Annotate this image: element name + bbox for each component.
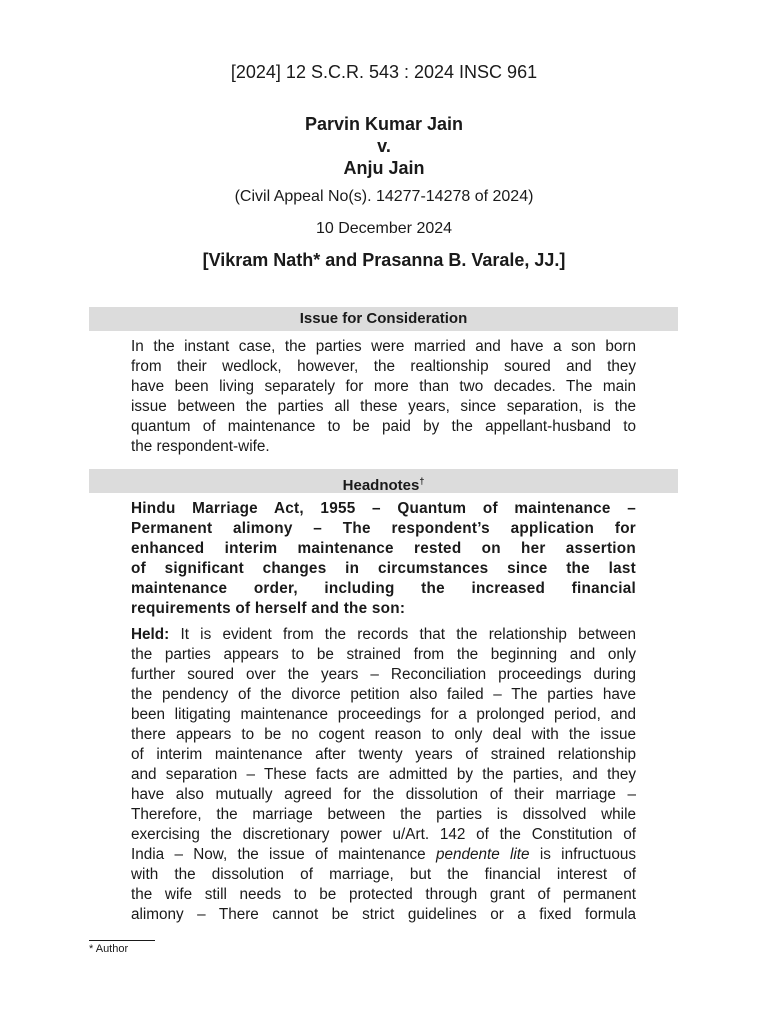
headnotes-heading: Headnotes† <box>89 469 678 493</box>
dagger-mark: † <box>419 476 425 486</box>
issue-line: from their wedlock, however, the realtionship soured and they <box>131 358 636 375</box>
issue-line: the respondent-wife. <box>131 438 270 455</box>
versus-label: v. <box>377 136 391 156</box>
italic-term: pendente lite <box>435 846 530 863</box>
issue-line: quantum of maintenance to be paid by the appellant-husband to <box>131 418 636 435</box>
held-line: alimony – There cannot be strict guidelines or a fixed formula <box>131 906 636 923</box>
issue-paragraph <box>131 337 636 457</box>
held-line: further soured over the years – Reconciliation proceedings during <box>131 666 636 683</box>
footnote: * Author <box>89 943 129 955</box>
appellant-name: Parvin Kumar Jain <box>304 114 464 134</box>
held-line: have also mutually agreed for the dissolution of their marriage – <box>131 786 636 803</box>
held-line: of interim maintenance after twenty years of strained relationship <box>131 746 636 763</box>
held-line: the pendency of the divorce petition also failed – The parties have <box>131 686 636 703</box>
summary-line: Permanent alimony – The respondent’s application for <box>131 520 636 537</box>
held-line: there appears to be no cogent reason to only deal with the issue <box>131 726 636 743</box>
issue-line: have been living separately for more than two decades. The main <box>131 378 636 395</box>
judgment-date: 10 December 2024 <box>315 220 453 237</box>
bench: [Vikram Nath* and Prasanna B. Varale, JJ.] <box>202 250 566 270</box>
issue-line: issue between the parties all these years, since separation, is the <box>131 398 636 415</box>
held-line: with the dissolution of marriage, but the financial interest of <box>131 866 636 883</box>
held-label: Held: <box>131 626 170 643</box>
held-line: Therefore, the marriage between the parties is dissolved while <box>131 806 636 823</box>
summary-line: of significant changes in circumstances since the last <box>131 560 636 577</box>
issue-heading: Issue for Consideration <box>89 307 678 331</box>
issue-line: In the instant case, the parties were married and have a son born <box>131 338 636 355</box>
appeal-number: (Civil Appeal No(s). 14277-14278 of 2024) <box>234 188 534 205</box>
held-line: and separation – These facts are admitted by the parties, and they <box>131 766 636 783</box>
held-line: the wife still needs to be protected through grant of permanent <box>131 886 636 903</box>
respondent-name: Anju Jain <box>343 158 425 178</box>
headnote-summary <box>131 499 636 619</box>
held-line: exercising the discretionary power u/Art. 142 of the Constitution of <box>131 826 636 843</box>
summary-line: enhanced interim maintenance rested on her assertion <box>131 540 636 557</box>
held-line: India – Now, the issue of maintenance pendente lite is infructuous <box>131 846 637 863</box>
footnote-rule <box>89 940 155 941</box>
citation: [2024] 12 S.C.R. 543 : 2024 INSC 961 <box>230 62 538 82</box>
summary-line: Hindu Marriage Act, 1955 – Quantum of maintenance – <box>131 500 636 517</box>
held-line: Held: It is evident from the records that the relationship between <box>131 626 636 643</box>
summary-line: requirements of herself and the son: <box>131 600 406 617</box>
summary-line: maintenance order, including the increased financial <box>131 580 636 597</box>
held-paragraph <box>131 625 636 925</box>
held-line: been litigating maintenance proceedings for a prolonged period, and <box>131 706 636 723</box>
held-line: the parties appears to be strained from the beginning and only <box>131 646 636 663</box>
